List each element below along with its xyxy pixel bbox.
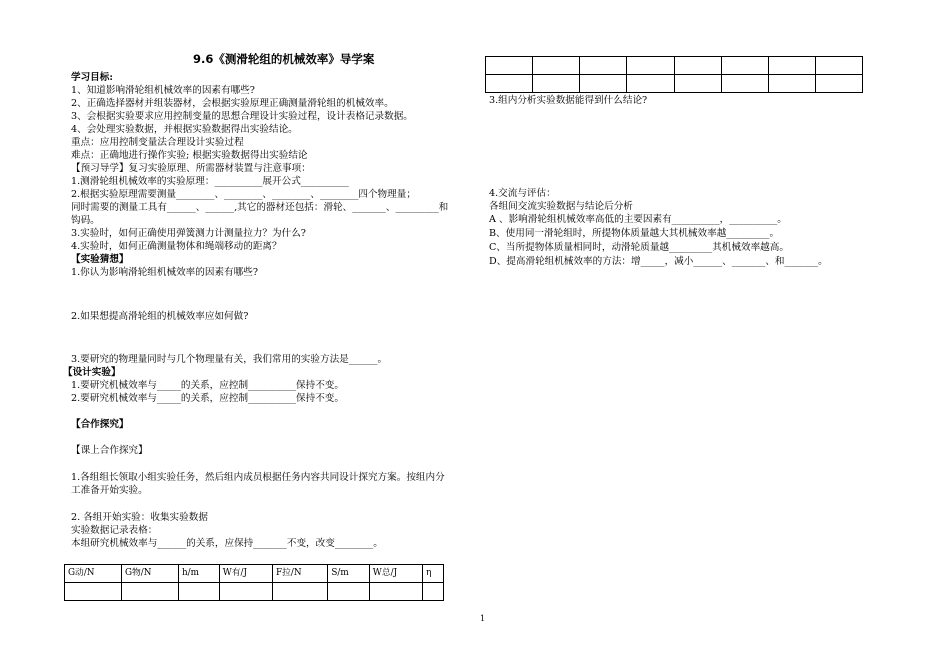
difficulty: 难点：正确地进行操作实验; 根据实验数据得出实验结论 <box>71 150 308 161</box>
design-q2: 2.要研究机械效率与_____的关系，应控制__________保持不变。 <box>71 393 344 404</box>
table-header-row <box>65 565 444 583</box>
hypothesis-q3: 3.要研究的物理量同时与几个物理量有关，我们常用的实验方法是______。 <box>71 354 388 365</box>
table-cell <box>219 583 272 601</box>
table-cell <box>815 75 862 93</box>
table-cell <box>65 583 122 601</box>
table-header-cell: W总/J <box>369 565 422 583</box>
hypothesis-heading: 【实验猜想】 <box>71 254 129 265</box>
table-cell <box>580 57 627 75</box>
preview-q3: 3.实验时，如何正确使用弹簧测力计测量拉力？为什么? <box>71 228 306 239</box>
objective-3: 3、会根据实验要求应用控制变量的思想合理设计实验过程，设计表格记录数据。 <box>71 111 413 122</box>
cooperation-heading: 【合作探究】 <box>71 419 129 430</box>
hypothesis-q1: 1.你认为影响滑轮组机械效率的因素有哪些? <box>71 267 258 278</box>
data-table <box>64 564 444 601</box>
table-cell <box>369 583 422 601</box>
table-cell <box>721 57 768 75</box>
objective-1: 1、知道影响滑轮组机械效率的因素有哪些? <box>71 85 255 96</box>
table-row <box>486 75 863 93</box>
table-header-cell: G动/N <box>65 565 122 583</box>
table-cell <box>627 57 674 75</box>
table-header-cell: W有/J <box>219 565 272 583</box>
analysis-question: 3.组内分析实验数据能得到什么结论? <box>489 95 648 106</box>
preview-heading: 【预习导学】复习实验原理、所需器材装置与注意事项： <box>71 163 311 174</box>
table-cell <box>273 583 328 601</box>
preview-q1: 1.测滑轮组机械效率的实验原理：__________展开公式__________ <box>71 176 349 187</box>
results-table <box>485 56 863 93</box>
table-cell <box>486 57 533 75</box>
table-cell <box>768 75 815 93</box>
hypothesis-q2: 2.如果想提高滑轮组的机械效率应如何做? <box>71 311 249 322</box>
objective-4: 4、会处理实验数据，并根据实验数据得出实验结论。 <box>71 124 298 135</box>
table-cell <box>815 57 862 75</box>
preview-q4: 4.实验时，如何正确测量物体和绳端移动的距离？ <box>71 241 282 252</box>
preview-q2-end: 钩码。 <box>71 215 100 226</box>
table-cell <box>121 583 178 601</box>
table-cell <box>580 75 627 93</box>
step-2: 2. 各组开始实验：收集实验数据 <box>71 512 208 523</box>
evaluation-intro: 各组间交流实验数据与结论后分析 <box>489 201 633 212</box>
table-cell <box>423 583 444 601</box>
table-header-cell: η <box>423 565 444 583</box>
evaluation-c: C、当所提物体质量相同时，动滑轮质量越_________其机械效率越高。 <box>489 242 789 253</box>
table-row <box>65 583 444 601</box>
preview-q2-cont: 同时需要的测量工具有______、______,其它的器材还包括：滑轮、_______、_________和 <box>71 202 449 213</box>
table-caption: 实验数据记录表格： <box>71 525 158 536</box>
table-cell <box>627 75 674 93</box>
table-cell <box>768 57 815 75</box>
step-1-cont: 工准备开始实验。 <box>71 485 148 496</box>
table-header-cell: F拉/N <box>273 565 328 583</box>
evaluation-heading: 4.交流与评估： <box>489 188 556 199</box>
step-1: 1.各组组长领取小组实验任务，然后组内成员根据任务内容共同设计探究方案。按组内分 <box>71 472 445 483</box>
page-title: 9.6《测滑轮组的机械效率》导学案 <box>193 52 375 66</box>
table-cell <box>328 583 369 601</box>
evaluation-a: A 、影响滑轮组机械效率高低的主要因素有__________，__________。 <box>489 214 787 225</box>
table-header-cell: G物/N <box>121 565 178 583</box>
objective-2: 2、正确选择器材并组装器材，会根据实验原理正确测量滑轮组的机械效率。 <box>71 98 394 109</box>
table-row <box>486 57 863 75</box>
design-q1: 1.要研究机械效率与_____的关系，应控制__________保持不变。 <box>71 380 344 391</box>
table-cell <box>533 75 580 93</box>
table-cell <box>721 75 768 93</box>
table-cell <box>674 57 721 75</box>
table-cell <box>178 583 219 601</box>
design-heading: 【设计实验】 <box>63 367 121 378</box>
evaluation-b: B、使用同一滑轮组时，所提物体质量越大其机械效率越_________。 <box>489 228 780 239</box>
table-cell <box>486 75 533 93</box>
table-cell <box>674 75 721 93</box>
objectives-heading: 学习目标: <box>71 72 113 83</box>
table-cell <box>533 57 580 75</box>
key-point: 重点：应用控制变量法合理设计实验过程 <box>71 137 244 148</box>
preview-q2: 2.根据实验原理需要测量________、________、________、________四个物理量； <box>71 189 416 200</box>
table-instruction: 本组研究机械效率与______的关系，应保持_______不变，改变________。 <box>71 538 383 549</box>
table-header-cell: h/m <box>178 565 219 583</box>
page-number: 1 <box>480 614 486 623</box>
in-class-heading: 【课上合作探究】 <box>71 445 148 456</box>
evaluation-d: D、提高滑轮组机械效率的方法：增_____，减小______、_______、和_______。 <box>489 256 828 267</box>
table-header-cell: S/m <box>328 565 369 583</box>
